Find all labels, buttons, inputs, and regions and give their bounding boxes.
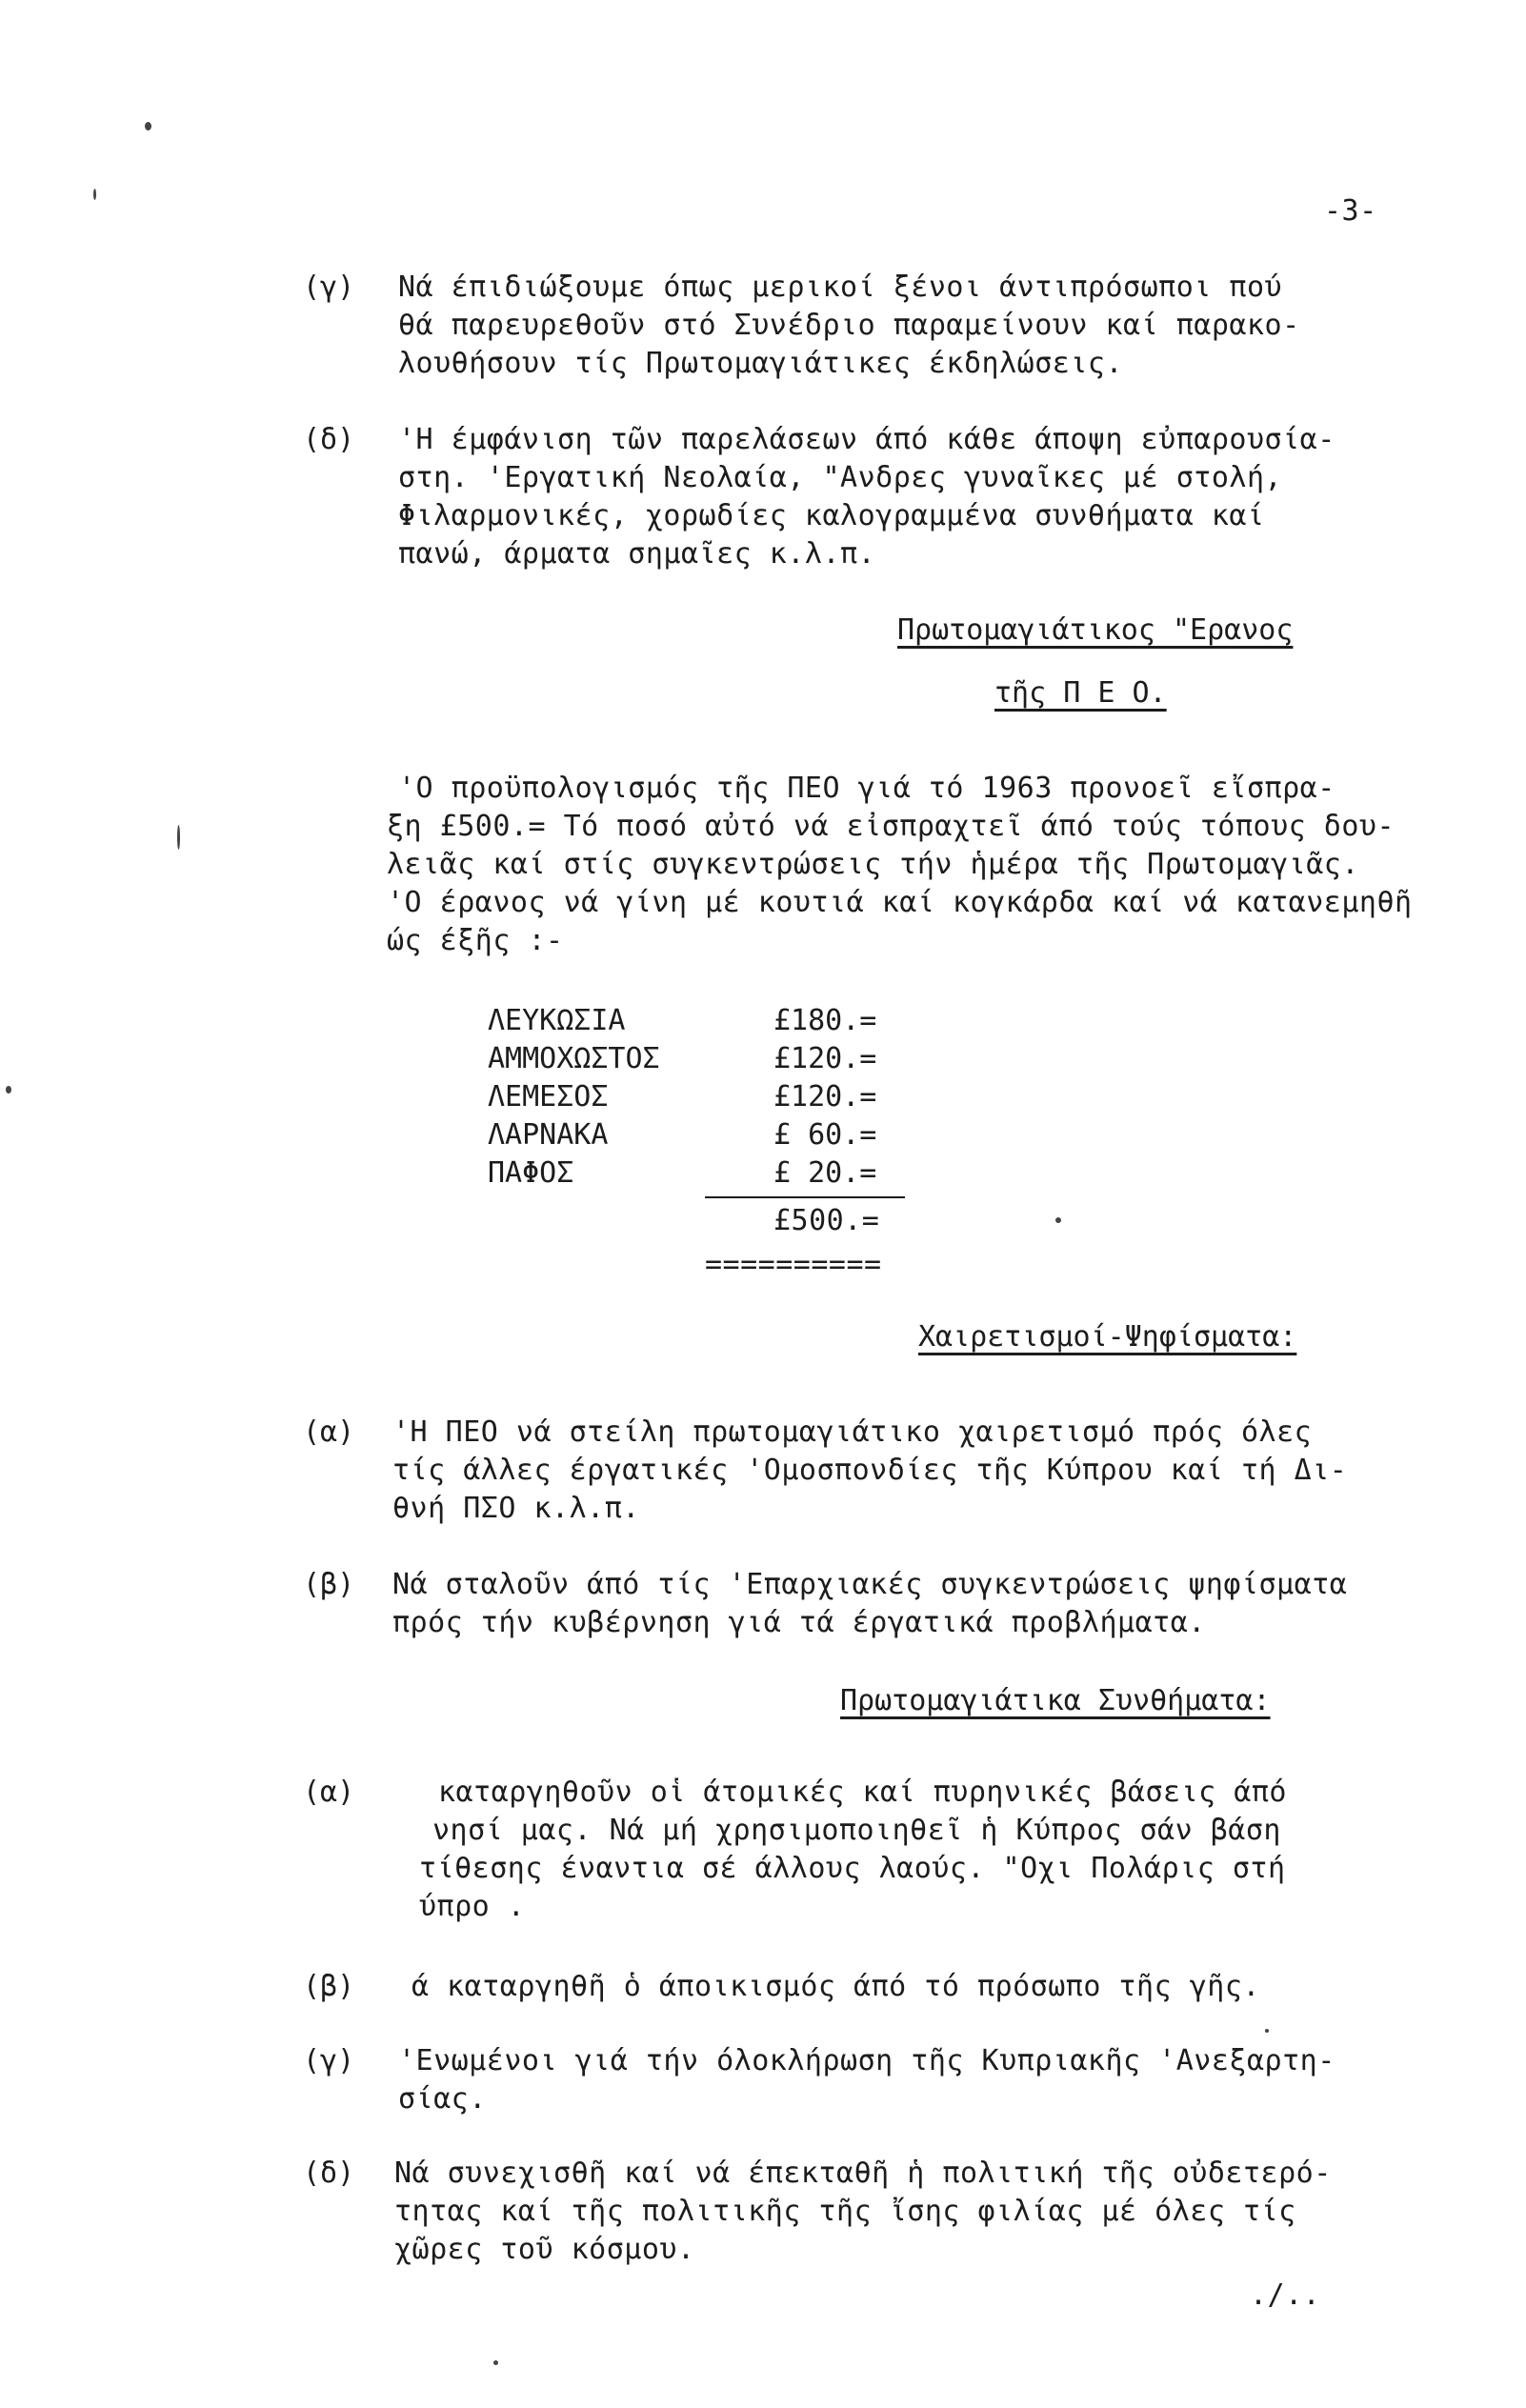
scan-speck bbox=[1055, 1217, 1061, 1223]
item-text bbox=[394, 2155, 1332, 2269]
section-heading: τῆς Π Ε Ο. bbox=[994, 676, 1167, 710]
text-line: τίς άλλες έργατικές 'Ομοσπονδίες τῆς Κύπρου καί τή Δι- bbox=[392, 1454, 1348, 1487]
item-label: (α) bbox=[303, 1776, 355, 1809]
text-line: θνή ΠΣΟ κ.λ.π. bbox=[392, 1492, 640, 1525]
section-heading: Χαιρετισμοί-Ψηφίσματα: bbox=[918, 1320, 1297, 1354]
amount: £ 20.= bbox=[773, 1156, 877, 1190]
item-text bbox=[412, 1968, 1260, 2006]
item-text bbox=[392, 1414, 1347, 1528]
text-line: πανώ, άρματα σημαῖες κ.λ.π. bbox=[398, 537, 876, 571]
item-label: (δ) bbox=[303, 423, 355, 456]
sum-rule bbox=[705, 1196, 905, 1198]
page-number: -3- bbox=[1324, 194, 1377, 228]
city-name: ΛΕΜΕΣΟΣ bbox=[488, 1080, 609, 1114]
text-line: Νά έπιδιώξουμε όπως μερικοί ξένοι άντιπρόσωποι πού bbox=[398, 271, 1283, 304]
item-text bbox=[398, 269, 1300, 383]
total-double-rule: ========== bbox=[705, 1248, 882, 1281]
text-line: ώς έξῆς :- bbox=[387, 924, 564, 957]
scan-speck bbox=[493, 2360, 498, 2365]
table-row bbox=[488, 1154, 876, 1193]
item-label: (γ) bbox=[303, 2044, 355, 2077]
item-text bbox=[392, 1566, 1347, 1642]
table-row bbox=[488, 1040, 876, 1078]
text-line: λειᾶς καί στίς συγκεντρώσεις τήν ἡμέρα τῆς Πρωτομαγιᾶς. bbox=[387, 848, 1359, 881]
text-line: 'Ο προϋπολογισμός τῆς ΠΕΟ γιά τό 1963 προνοεῖ εἴσπρα- bbox=[398, 772, 1335, 805]
scan-speck bbox=[93, 189, 96, 200]
text-line: τητας καί τῆς πολιτικῆς τῆς ἴσης φιλίας μέ όλες τίς bbox=[394, 2195, 1296, 2228]
text-line: ύπρο . bbox=[419, 1890, 526, 1923]
section-heading: Πρωτομαγιάτικος "Ερανος bbox=[897, 613, 1294, 647]
item-text bbox=[398, 421, 1335, 573]
text-line: ά καταργηθῆ ὁ άποικισμός άπό τό πρόσωπο τῆς γῆς. bbox=[412, 1970, 1260, 2003]
budget-paragraph bbox=[387, 770, 1413, 960]
scan-speck bbox=[6, 1086, 11, 1094]
text-line: πρός τήν κυβέρνηση γιά τά έργατικά προβλήματα. bbox=[392, 1606, 1206, 1639]
item-label: (δ) bbox=[303, 2157, 355, 2190]
scan-speck bbox=[177, 825, 180, 850]
text-line: 'Ο έρανος νά γίνη μέ κουτιά καί κογκάρδα καί νά κατανεμηθῆ bbox=[387, 886, 1413, 919]
text-line: 'Η ΠΕΟ νά στείλη πρωτομαγιάτικο χαιρετισμό πρός όλες bbox=[392, 1415, 1313, 1449]
text-line: λουθήσουν τίς Πρωτομαγιάτικες έκδηλώσεις. bbox=[398, 347, 1124, 380]
amount: £180.= bbox=[773, 1004, 877, 1037]
text-line: Νά συνεχισθῆ καί νά έπεκταθῆ ἡ πολιτική τῆς οὐδετερό- bbox=[394, 2157, 1332, 2190]
table-row bbox=[488, 1116, 876, 1154]
text-line: σίας. bbox=[398, 2082, 487, 2116]
section-heading: Πρωτομαγιάτικα Συνθήματα: bbox=[840, 1684, 1271, 1717]
text-line: χῶρες τοῦ κόσμου. bbox=[394, 2233, 695, 2266]
text-line: Νά σταλοῦν άπό τίς 'Επαρχιακές συγκεντρώσεις ψηφίσματα bbox=[392, 1568, 1348, 1601]
amount: £120.= bbox=[773, 1042, 877, 1075]
text-line: θά παρευρεθοῦν στό Συνέδριο παραμείνουν καί παρακο- bbox=[398, 309, 1300, 342]
item-text bbox=[419, 1774, 1287, 1926]
distribution-table bbox=[488, 1002, 876, 1193]
amount: £120.= bbox=[773, 1080, 877, 1114]
city-name: ΑΜΜΟΧΩΣΤΟΣ bbox=[488, 1042, 660, 1075]
city-name: ΛΑΡΝΑΚΑ bbox=[488, 1118, 609, 1152]
table-row bbox=[488, 1002, 876, 1040]
table-total: £500.= bbox=[773, 1204, 880, 1237]
city-name: ΠΑΦΟΣ bbox=[488, 1156, 574, 1190]
text-line: καταργηθοῦν οἱ άτομικές καί πυρηνικές βάσεις άπό bbox=[438, 1776, 1287, 1809]
item-label: (β) bbox=[303, 1568, 355, 1601]
text-line: 'Ενωμένοι γιά τήν όλοκλήρωση τῆς Κυπριακῆς 'Ανεξαρτη- bbox=[398, 2044, 1335, 2077]
text-line: νησί μας. Νά μή χρησιμοποιηθεῖ ἡ Κύπρος σάν βάση bbox=[432, 1814, 1281, 1847]
text-line: τίθεσης έναντια σέ άλλους λαούς. "Οχι Πολάρις στή bbox=[419, 1852, 1286, 1885]
continuation-mark: ./.. bbox=[1250, 2278, 1321, 2312]
item-text bbox=[398, 2042, 1335, 2118]
scan-speck bbox=[1265, 2029, 1269, 2033]
city-name: ΛΕΥΚΩΣΙΑ bbox=[488, 1004, 626, 1037]
amount: £ 60.= bbox=[773, 1118, 877, 1152]
text-line: 'Η έμφάνιση τῶν παρελάσεων άπό κάθε άποψη εὐπαρουσία- bbox=[398, 423, 1335, 456]
text-line: στη. 'Εργατική Νεολαία, "Ανδρες γυναῖκες μέ στολή, bbox=[398, 461, 1283, 494]
item-label: (γ) bbox=[303, 271, 355, 304]
text-line: Φιλαρμονικές, χορωδίες καλογραμμένα συνθήματα καί bbox=[398, 499, 1265, 532]
table-row bbox=[488, 1078, 876, 1116]
text-line: ξη £500.= Τό ποσό αὐτό νά εἰσπραχτεῖ άπό τούς τόπους δου- bbox=[387, 810, 1395, 843]
scan-speck bbox=[145, 122, 151, 130]
item-label: (β) bbox=[303, 1970, 355, 2003]
item-label: (α) bbox=[303, 1415, 355, 1449]
